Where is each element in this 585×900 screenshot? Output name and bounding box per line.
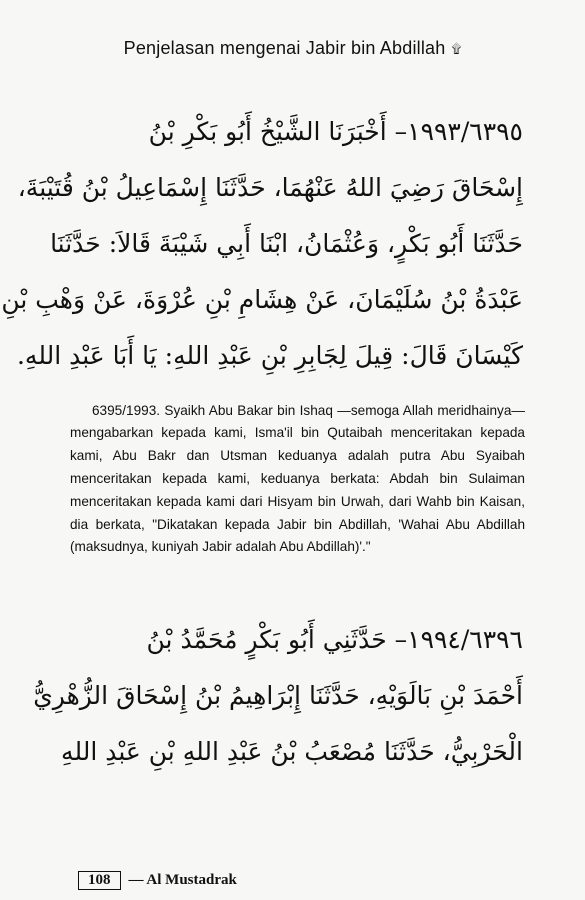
arabic-line: إِسْحَاقَ رَضِيَ اللهُ عَنْهُمَا، حَدَّثَنَا إِسْمَاعِيلُ بْنُ قُتَيْبَةَ، <box>17 173 523 202</box>
page-footer <box>78 871 237 890</box>
honorific-mark: ۩ <box>451 41 462 56</box>
arabic-line: ١٩٩٤/٦٣٩٦– حَدَّثَنِي أَبُو بَكْرٍ مُحَمَّدُ بْنُ <box>146 625 523 654</box>
hadith-1-translation: 6395/1993. Syaikh Abu Bakar bin Ishaq —semoga Allah meridhainya— mengabarkan kepada kami, Isma'il bin Qutaibah menceritakan kepada kami, Abu Bakr dan Utsman keduanya adalah putra Abu Syaibah menceritakan kepada kami, keduanya berkata: Abdah bin Sulaiman menceritakan kepada kami dari Hisyam bin Urwah, dari Wahb bin Kaisan, dia berkata, "Dikatakan kepada Jabir bin Abdillah, 'Wahai Abu Abdillah (maksudnya, kuniyah Jabir adalah Abu Abdillah)'." <box>70 402 525 555</box>
hadith-2-arabic-text <box>33 612 523 780</box>
arabic-line: الْحَرْبِيُّ، حَدَّثَنَا مُصْعَبُ بْنُ عَبْدِ اللهِ بْنِ عَبْدِ اللهِ <box>61 737 523 766</box>
arabic-line: عَبْدَةُ بْنُ سُلَيْمَانَ، عَنْ هِشَامِ بْنِ عُرْوَةَ، عَنْ وَهْبِ بْنِ <box>1 285 523 314</box>
arabic-line: ١٩٩٣/٦٣٩٥– أَخْبَرَنَا الشَّيْخُ أَبُو بَكْرِ بْنُ <box>148 117 523 146</box>
running-header <box>0 38 585 59</box>
hadith-1-arabic-text <box>1 104 523 384</box>
book-title: — Al Mustadrak <box>128 872 237 888</box>
arabic-line: حَدَّثَنَا أَبُو بَكْرٍ، وَعُثْمَانُ، ابْنَا أَبِي شَيْبَةَ قَالاَ: حَدَّثَنَا <box>50 229 523 258</box>
arabic-line: كَيْسَانَ قَالَ: قِيلَ لِجَابِرِ بْنِ عَبْدِ اللهِ: يَا أَبَا عَبْدِ اللهِ. <box>16 341 523 370</box>
page-number: 108 <box>78 871 121 890</box>
arabic-line: أَحْمَدَ بْنِ بَالَوَيْهِ، حَدَّثَنَا إِبْرَاهِيمُ بْنُ إِسْحَاقَ الزُّهْرِيُّ <box>33 681 523 710</box>
header-title: Penjelasan mengenai Jabir bin Abdillah <box>123 38 446 58</box>
